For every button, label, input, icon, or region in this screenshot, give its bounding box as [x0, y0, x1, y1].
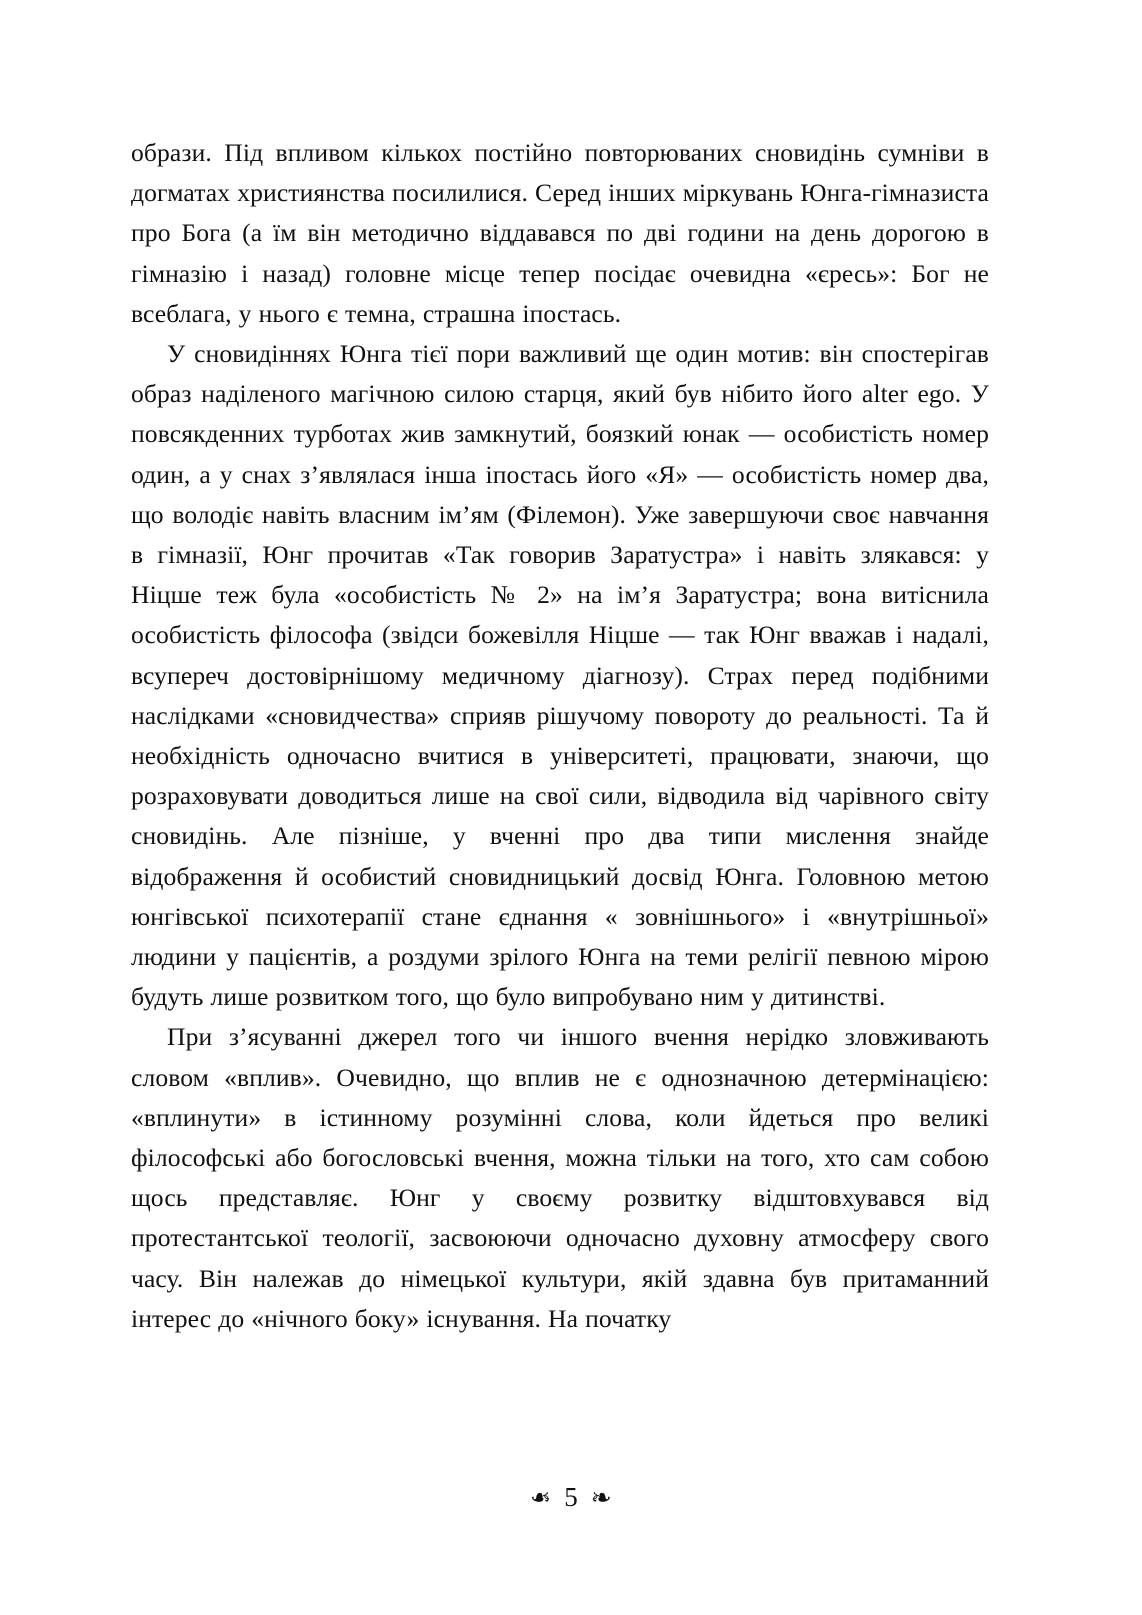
- page-footer: [0, 1484, 1142, 1511]
- leaf-ornament-icon: ❧: [530, 1483, 552, 1512]
- paragraph-3: При з’ясуванні джерел того чи іншого вчення нерідко зловживають словом «вплив». Очевидно, що вплив не є однозначною детермінацією: «вплинути» в істинному розумінні слова, коли йдеться про великі філософські або богословські вчення, можна тільки на того, хто сам собою щось представляє. Юнг у своєму розвитку відштовхувався від протестантської теології, засвоюючи одночасно духовну атмосферу свого часу. Він належав до німецької культури, якій здавна був притаманний інтерес до «нічного боку» існування. На початку: [131, 1022, 989, 1333]
- footer-ornament-group: [530, 1484, 611, 1511]
- text-column: [131, 133, 989, 1339]
- page-number: 5: [564, 1482, 578, 1512]
- leaf-ornament-icon: ❧: [590, 1483, 612, 1512]
- paragraph-2: У сновидіннях Юнга тієї пори важливий ще один мотив: він спостерігав образ наділеного магічною силою старця, який був нібито його alter ego. У повсякденних турботах жив замкнутий, боязкий юнак — особистість номер один, а у снах з’являлася інша іпостась його «Я» — особистість номер два, що володіє навіть власним ім’ям (Філемон). Уже завершуючи своє навчання в гімназії, Юнг прочитав «Так говорив Заратустра» і навіть злякався: у Ніцше теж була «особистість № 2» на ім’я Заратустра; вона витіснила особистість філософа (звідси божевілля Ніцше — так Юнг вважав і надалі, всупереч достовірнішому медичному діагнозу). Страх перед подібними наслідками «сновидчества» сприяв рішучому повороту до реальності. Та й необхідність одночасно вчитися в університеті, працювати, знаючи, що розраховувати доводиться лише на свої сили, відводила від чарівного світу сновидінь. Але пізніше, у вченні про два типи мислення знайде відображення й особистий сновидницький досвід Юнга. Головною метою юнгівської психотерапії стане єднання « зовнішнього» і «внутрішньої» людини у пацієнтів, а роздуми зрілого Юнга на теми релігії певною мірою будуть лише розвитком того, що було випробувано ним у дитинстві.: [131, 339, 989, 1012]
- paragraph-1: образи. Під впливом кількох постійно повторюваних сновидінь сумніви в догматах християнства посилилися. Серед інших міркувань Юнга-гімназиста про Бога (а їм він методично віддавався по дві години на день дорогою в гімназію і назад) головне місце тепер посідає очевидна «єресь»: Бог не всеблага, у нього є темна, страшна іпостась.: [131, 138, 989, 328]
